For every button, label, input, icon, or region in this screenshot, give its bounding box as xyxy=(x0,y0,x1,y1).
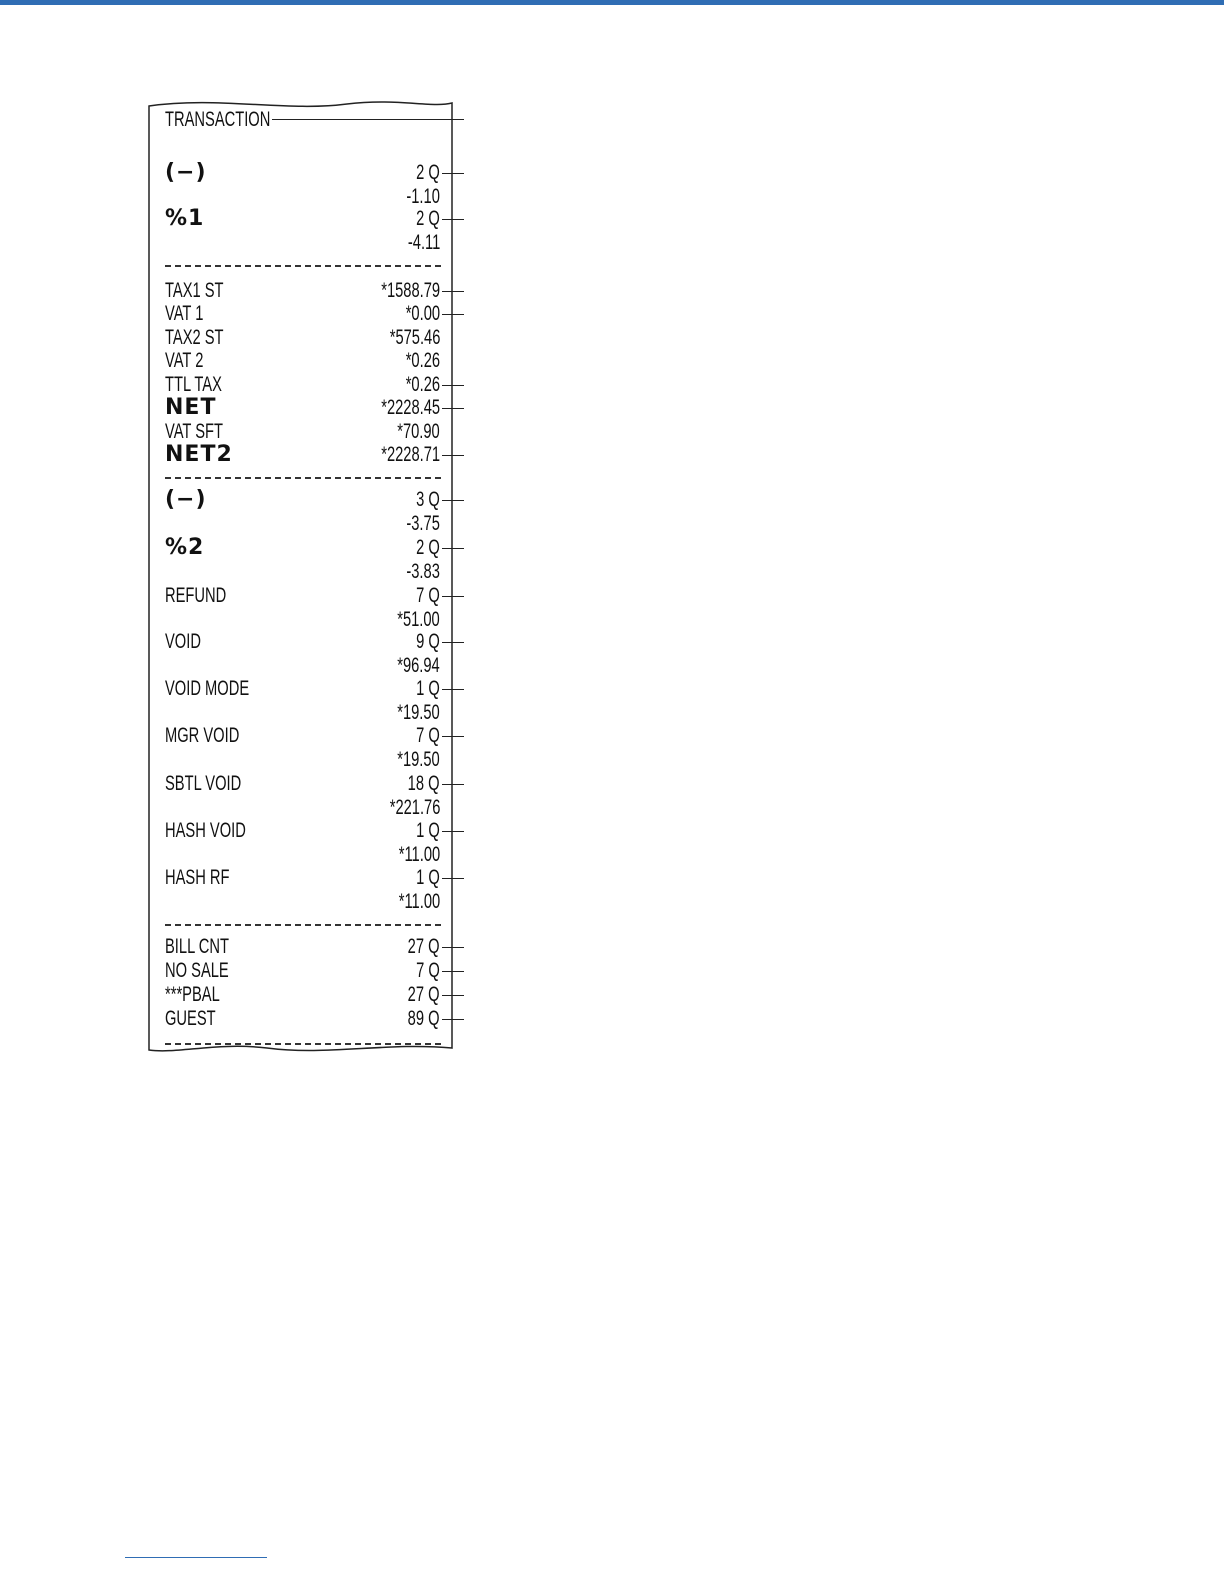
leader-s3-3 xyxy=(442,642,464,643)
leader-s3-5 xyxy=(442,736,464,737)
row-label: VAT 2 xyxy=(165,349,204,372)
row-value: *70.90 xyxy=(397,420,440,443)
row-amount: *96.94 xyxy=(397,654,440,677)
row-qty: 3 Q xyxy=(416,488,440,511)
row-label: %2 xyxy=(165,535,205,560)
row-value: *0.00 xyxy=(405,302,440,325)
row-label: REFUND xyxy=(165,584,227,607)
row-qty: 1 Q xyxy=(416,866,440,889)
row-label: ***PBAL xyxy=(165,983,220,1006)
leader-s3-1 xyxy=(442,548,464,549)
row-label: VAT SFT xyxy=(165,420,223,443)
row-value: *0.26 xyxy=(405,373,440,396)
separator-4 xyxy=(165,1043,441,1045)
row-qty: 18 Q xyxy=(408,772,440,795)
row-value: *2228.45 xyxy=(381,396,440,419)
leader-s4-1 xyxy=(442,971,464,972)
row-qty: 1 Q xyxy=(416,819,440,842)
row-label: NET2 xyxy=(165,442,233,467)
leader-s3-4 xyxy=(442,689,464,690)
row-value: *2228.71 xyxy=(381,443,440,466)
separator-1 xyxy=(165,265,441,267)
row-label: (−) xyxy=(165,487,207,512)
row-label: HASH RF xyxy=(165,866,230,889)
row-qty: 1 Q xyxy=(416,677,440,700)
row-amount: -1.10 xyxy=(406,185,440,208)
row-amount: *11.00 xyxy=(398,843,440,866)
row-amount: -3.83 xyxy=(406,560,440,583)
separator-2 xyxy=(165,477,441,479)
row-qty: 7 Q xyxy=(416,724,440,747)
row-label: TAX2 ST xyxy=(165,326,224,349)
row-label: SBTL VOID xyxy=(165,772,242,795)
leader-s4-0 xyxy=(442,947,464,948)
row-value: 27 Q xyxy=(408,983,440,1006)
row-label: VOID xyxy=(165,630,201,653)
separator-3 xyxy=(165,924,441,926)
leader-s3-7 xyxy=(442,831,464,832)
row-label: VAT 1 xyxy=(165,302,204,325)
leader-s4-2 xyxy=(442,995,464,996)
leader-s2-5 xyxy=(442,408,464,409)
row-label: GUEST xyxy=(165,1007,216,1030)
receipt-printout xyxy=(147,100,454,1054)
leader-s3-0 xyxy=(442,500,464,501)
row-qty: 2 Q xyxy=(416,207,440,230)
row-amount: *19.50 xyxy=(397,748,440,771)
row-label: BILL CNT xyxy=(165,935,229,958)
row-label: TTL TAX xyxy=(165,373,222,396)
leader-s3-8 xyxy=(442,878,464,879)
row-amount: -3.75 xyxy=(406,512,440,535)
leader-s1-1 xyxy=(442,219,464,220)
row-label: HASH VOID xyxy=(165,819,246,842)
row-value: 89 Q xyxy=(408,1007,440,1030)
row-value: *1588.79 xyxy=(381,279,440,302)
leader-s4-3 xyxy=(442,1019,464,1020)
row-qty: 7 Q xyxy=(416,584,440,607)
row-amount: *51.00 xyxy=(397,608,440,631)
leader-s1-0 xyxy=(442,173,464,174)
row-label: MGR VOID xyxy=(165,724,240,747)
row-value: 27 Q xyxy=(408,935,440,958)
title-leader xyxy=(272,119,464,120)
footnote-rule xyxy=(125,1557,267,1558)
row-label: VOID MODE xyxy=(165,677,250,700)
row-qty: 2 Q xyxy=(416,536,440,559)
row-value: 7 Q xyxy=(416,959,440,982)
leader-s2-1 xyxy=(442,314,464,315)
row-label: NET xyxy=(165,395,217,420)
leader-s2-4 xyxy=(442,385,464,386)
row-label: (−) xyxy=(165,160,207,185)
receipt-title: TRANSACTION xyxy=(165,108,271,131)
row-value: *575.46 xyxy=(389,326,440,349)
row-label: TAX1 ST xyxy=(165,279,224,302)
row-qty: 9 Q xyxy=(416,630,440,653)
row-label: NO SALE xyxy=(165,959,229,982)
leader-s2-7 xyxy=(442,455,464,456)
top-edge-bar xyxy=(0,0,1224,5)
row-amount: *19.50 xyxy=(397,701,440,724)
row-value: *0.26 xyxy=(405,349,440,372)
leader-s2-0 xyxy=(442,291,464,292)
row-qty: 2 Q xyxy=(416,161,440,184)
row-label: %1 xyxy=(165,206,205,231)
row-amount: *221.76 xyxy=(389,796,440,819)
row-amount: -4.11 xyxy=(407,231,440,254)
leader-s3-6 xyxy=(442,784,464,785)
row-amount: *11.00 xyxy=(398,890,440,913)
leader-s3-2 xyxy=(442,596,464,597)
